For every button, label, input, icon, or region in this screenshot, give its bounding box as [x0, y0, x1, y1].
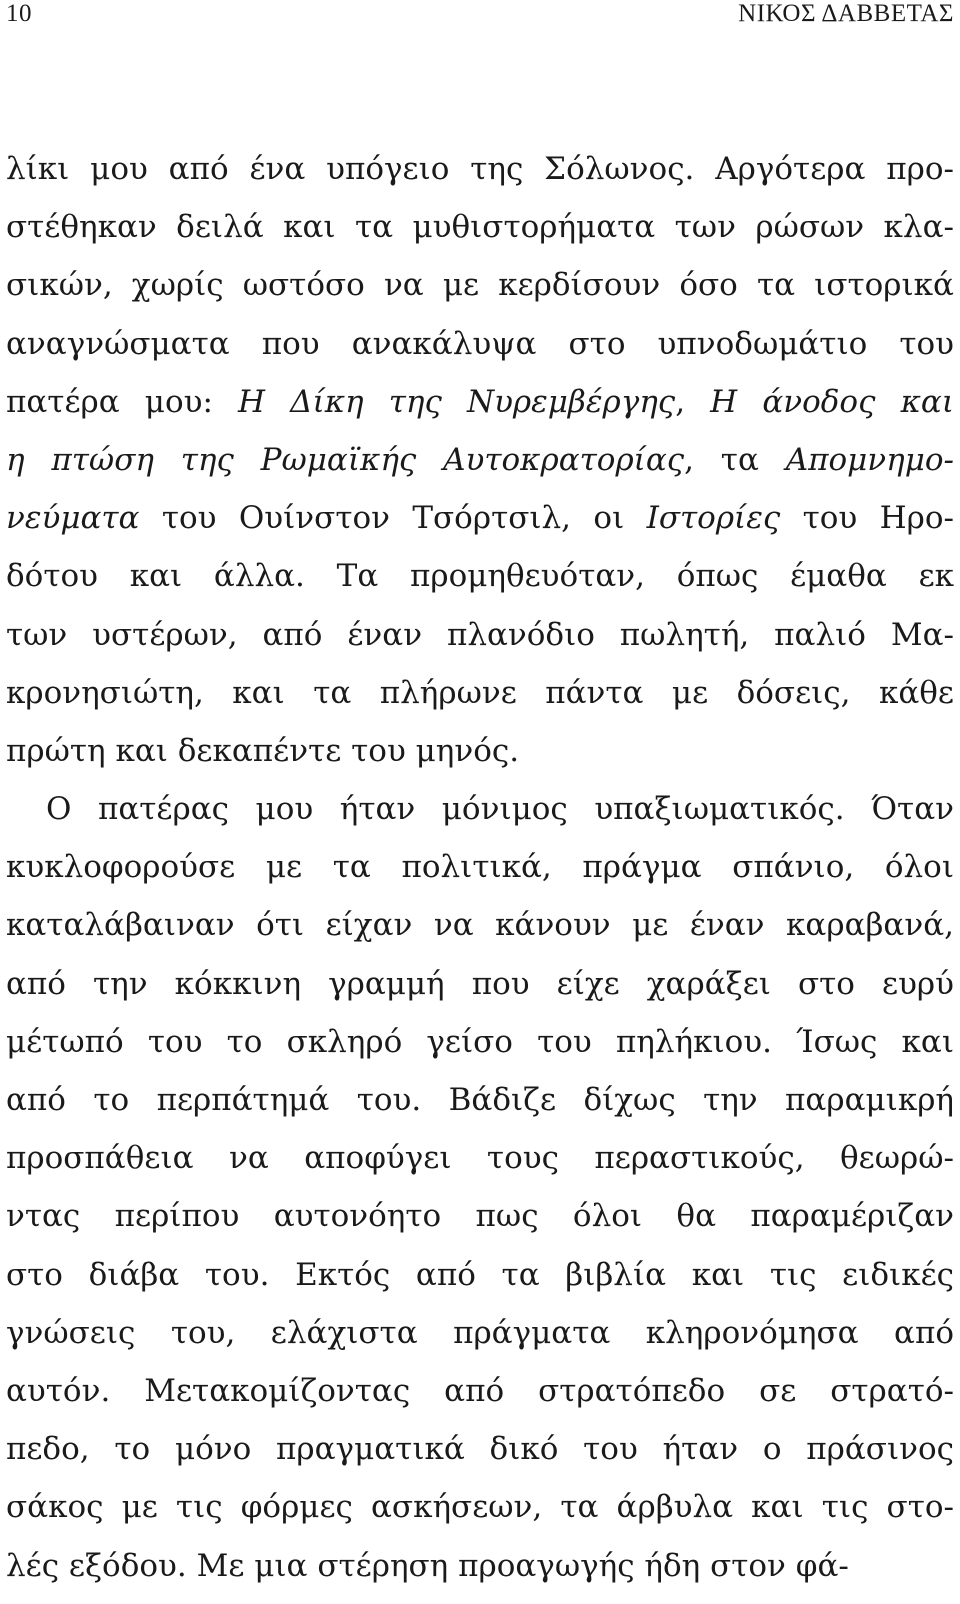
italic-title: Ιστορίες: [646, 500, 781, 537]
italic-title: Η άνοδος και: [710, 383, 954, 420]
text-line: δότου και άλλα. Τα προμηθευόταν, όπως έμαθα εκ: [6, 558, 954, 595]
text-line: Ο πατέρας μου ήταν μόνιμος υπαξιωματικός. Όταν: [46, 791, 954, 828]
running-title-author: ΝΙΚΟΣ ΔΑΒΒΕΤΑΣ: [738, 0, 954, 27]
text-line: προσπάθεια να αποφύγει τους περαστικούς, θεωρώ-: [6, 1140, 954, 1177]
text-line: γνώσεις του, ελάχιστα πράγματα κληρονόμησα από: [6, 1314, 954, 1351]
text-line: καταλάβαιναν ότι είχαν να κάνουν με έναν καραβανά,: [6, 907, 954, 944]
page-number: 10: [6, 0, 32, 27]
text-line: πεδο, το μόνο πραγματικά δικό του ήταν ο πράσινος: [6, 1431, 954, 1468]
text-line: σικών, χωρίς ωστόσο να με κερδίσουν όσο τα ιστορικά: [6, 267, 954, 304]
italic-title: η πτώση της Ρωμαϊκής Αυτοκρατορίας: [6, 441, 685, 478]
text-line: [6, 373, 954, 431]
text-line: των υστέρων, από έναν πλανόδιο πωλητή, παλιό Μα-: [6, 616, 954, 653]
text-line: [6, 489, 954, 547]
italic-title: Η Δίκη της Νυρεμβέργης: [238, 383, 676, 420]
text-line: στέθηκαν δειλά και τα μυθιστορήματα των ρώσων κλα-: [6, 209, 954, 246]
text-line: σάκος με τις φόρμες ασκήσεων, τα άρβυλα και τις στο-: [6, 1489, 954, 1526]
text-line: [6, 431, 954, 489]
text-line: λές εξόδου. Με μια στέρηση προαγωγής ήδη στον φά-: [6, 1547, 849, 1584]
text-line: από την κόκκινη γραμμή που είχε χαράξει στο ευρύ: [6, 965, 954, 1002]
text-line: αναγνώσματα που ανακάλυψα στο υπνοδωμάτιο του: [6, 325, 954, 362]
text-line: λίκι μου από ένα υπόγειο της Σόλωνος. Αργότερα προ-: [6, 151, 954, 187]
text-segment: του Ουίνστον Τσόρτσιλ, οι: [139, 500, 647, 537]
text-segment: , τα: [684, 441, 786, 478]
text-line: αυτόν. Μετακομίζοντας από στρατόπεδο σε στρατό-: [6, 1372, 954, 1409]
text-line: από το περπάτημά του. Βάδιζε δίχως την παραμικρή: [6, 1082, 954, 1118]
running-head: [6, 0, 954, 30]
text-line: κρονησιώτη, και τα πλήρωνε πάντα με δόσεις, κάθε: [6, 674, 954, 711]
italic-title: νεύματα: [6, 500, 140, 537]
text-line: ντας περίπου αυτονόητο πως όλοι θα παραμέριζαν: [6, 1198, 954, 1235]
body-text: [6, 140, 954, 1595]
text-line: μέτωπό του το σκληρό γείσο του πηλήκιου. Ίσως και: [6, 1023, 954, 1060]
text-segment: ,: [675, 383, 711, 420]
italic-title: Απομνημο-: [785, 441, 954, 478]
text-segment: του Ηρο-: [780, 500, 954, 537]
text-line: πρώτη και δεκαπέντε του μηνός.: [6, 732, 520, 769]
text-line: στο διάβα του. Εκτός από τα βιβλία και τις ειδικές: [6, 1256, 954, 1293]
text-line: κυκλοφορούσε με τα πολιτικά, πράγμα σπάνιο, όλοι: [6, 849, 954, 886]
text-segment: πατέρα μου:: [6, 383, 239, 420]
